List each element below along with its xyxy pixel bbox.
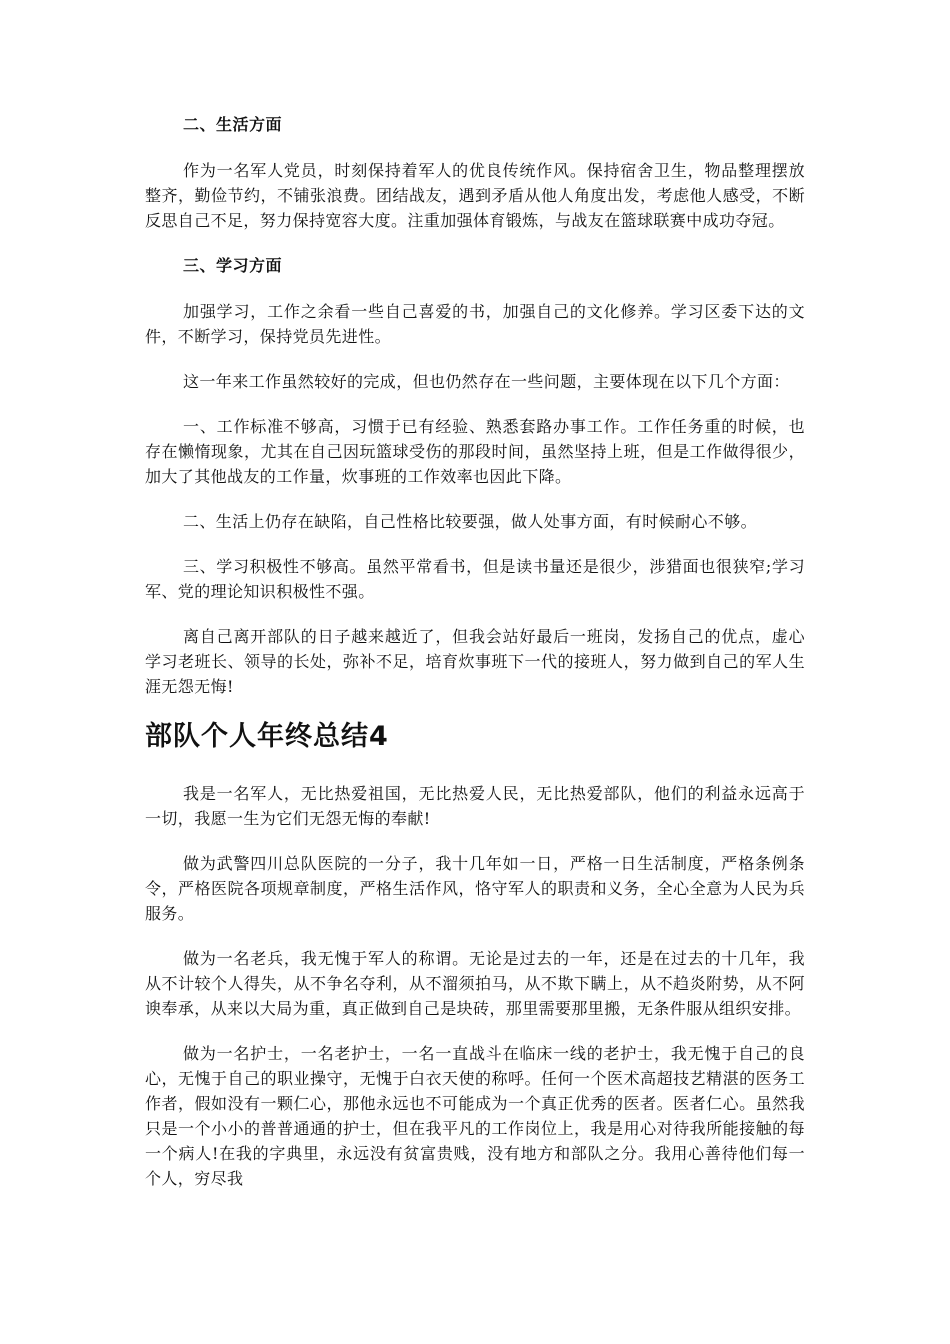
paragraph: 三、学习积极性不够高。虽然平常看书，但是读书量还是很少，涉猎面也很狭窄;学习军、党的理论知识积极性不强。: [145, 557, 805, 601]
article-title: 部队个人年终总结4: [145, 721, 389, 752]
paragraph: 加强学习，工作之余看一些自己喜爱的书，加强自己的文化修养。学习区委下达的文件，不断学习，保持党员先进性。: [145, 302, 805, 346]
paragraph: 这一年来工作虽然较好的完成，但也仍然存在一些问题，主要体现在以下几个方面：: [183, 372, 790, 391]
paragraph: 离自己离开部队的日子越来越近了，但我会站好最后一班岗，发扬自己的优点，虚心学习老班长、领导的长处，弥补不足，培育炊事班下一代的接班人，努力做到自己的军人生涯无怨无悔!: [145, 627, 805, 696]
section-heading-study: 三、学习方面: [183, 256, 283, 275]
paragraph: 我是一名军人，无比热爱祖国，无比热爱人民，无比热爱部队，他们的利益永远高于一切，我愿一生为它们无怨无悔的奉献!: [145, 784, 805, 828]
paragraph: 二、生活上仍存在缺陷，自己性格比较要强，做人处事方面，有时候耐心不够。: [183, 512, 758, 531]
paragraph: 做为一名老兵，我无愧于军人的称谓。无论是过去的一年，还是在过去的十几年，我从不计较个人得失，从不争名夺利，从不溜须拍马，从不欺下瞒上，从不趋炎附势，从不阿谀奉承，从来以大局为重，真正做到自己是块砖，那里需要那里搬，无条件服从组织安排。: [145, 949, 805, 1018]
paragraph: 做为武警四川总队医院的一分子，我十几年如一日，严格一日生活制度，严格条例条令，严格医院各项规章制度，严格生活作风，恪守军人的职责和义务，全心全意为人民为兵服务。: [145, 854, 805, 923]
paragraph: 做为一名护士，一名老护士，一名一直战斗在临床一线的老护士，我无愧于自己的良心，无愧于自己的职业操守，无愧于白衣天使的称呼。任何一个医术高超技艺精湛的医务工作者，假如没有一颗仁心，那他永远也不可能成为一个真正优秀的医者。医者仁心。虽然我只是一个小小的普普通通的护士，但在我平凡的工作岗位上，我是用心对待我所能接触的每一个病人!在我的字典里，永远没有贫富贵贱，没有地方和部队之分。我用心善待他们每一个人，穷尽我: [145, 1044, 805, 1188]
paragraph: 作为一名军人党员，时刻保持着军人的优良传统作风。保持宿舍卫生，物品整理摆放整齐，勤俭节约，不铺张浪费。团结战友，遇到矛盾从他人角度出发，考虑他人感受，不断反思自己不足，努力保持宽容大度。注重加强体育锻炼，与战友在篮球联赛中成功夺冠。: [145, 161, 805, 230]
paragraph: 一、工作标准不够高，习惯于已有经验、熟悉套路办事工作。工作任务重的时候，也存在懒惰现象，尤其在自己因玩篮球受伤的那段时间，虽然坚持上班，但是工作做得很少，加大了其他战友的工作量，炊事班的工作效率也因此下降。: [145, 417, 805, 486]
document-body: [145, 112, 805, 1211]
section-heading-life: 二、生活方面: [183, 115, 283, 134]
